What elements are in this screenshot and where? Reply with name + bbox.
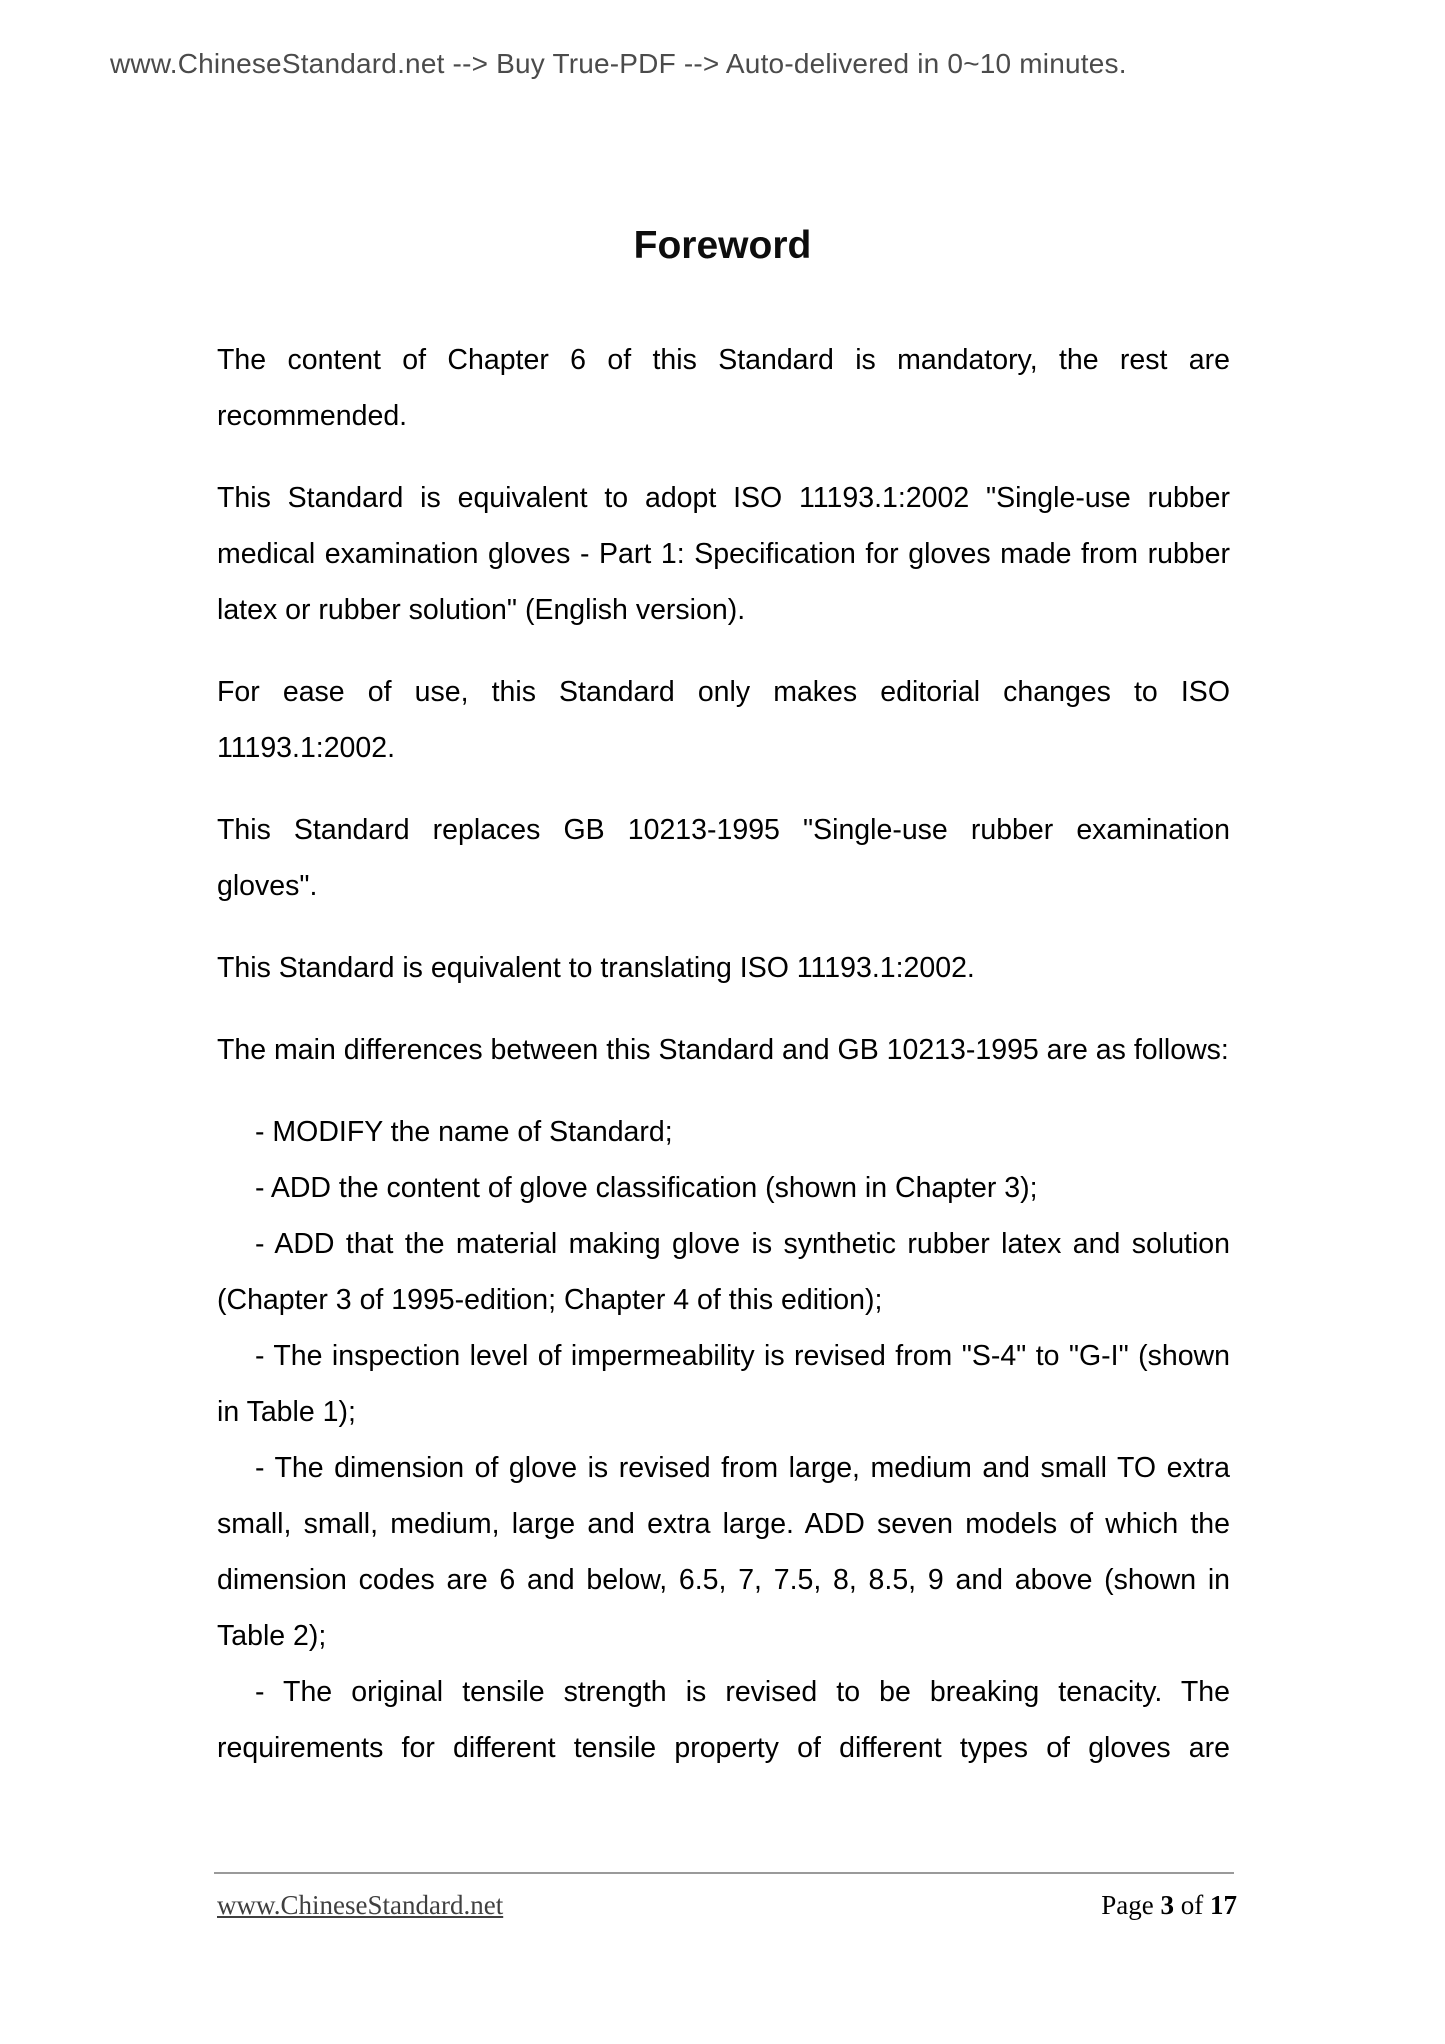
page-total: 17 — [1210, 1890, 1237, 1920]
footer-divider — [214, 1872, 1234, 1874]
paragraph: This Standard is equivalent to adopt ISO 11193.1:2002 "Single-use rubber medical examination gloves - Part 1: Specification for gloves made from rubber latex or rubber solution" (English version). — [217, 482, 1230, 626]
list-item: - The original tensile strength is revised to be breaking tenacity. The requirements for different tensile property of different types of gloves are — [217, 1676, 1230, 1764]
paragraph: The content of Chapter 6 of this Standard is mandatory, the rest are recommended. — [217, 344, 1230, 432]
list-item: - MODIFY the name of Standard; — [255, 1116, 673, 1148]
page-footer — [217, 1890, 1237, 1921]
document-body — [217, 332, 1230, 1776]
list-item: - ADD the content of glove classification (shown in Chapter 3); — [255, 1172, 1038, 1204]
paragraph: For ease of use, this Standard only makes editorial changes to ISO 11193.1:2002. — [217, 676, 1230, 764]
footer-website-link[interactable]: www.ChineseStandard.net — [217, 1890, 504, 1920]
list-item: - ADD that the material making glove is synthetic rubber latex and solution (Chapter 3 of 1995-edition; Chapter 4 of this edition); — [217, 1228, 1230, 1316]
list-item: - The inspection level of impermeability is revised from "S-4" to "G-I" (shown in Table 1); — [217, 1340, 1230, 1428]
page-indicator — [1101, 1890, 1237, 1921]
page-number: 3 — [1160, 1890, 1174, 1920]
paragraph: This Standard is equivalent to translating ISO 11193.1:2002. — [217, 952, 975, 984]
page-word: Page — [1101, 1890, 1154, 1920]
of-word: of — [1180, 1890, 1204, 1920]
watermark-header: www.ChineseStandard.net --> Buy True-PDF --> Auto-delivered in 0~10 minutes. — [110, 48, 1127, 79]
paragraph: This Standard replaces GB 10213-1995 "Single-use rubber examination gloves". — [217, 814, 1230, 902]
paragraph: The main differences between this Standard and GB 10213-1995 are as follows: — [217, 1034, 1229, 1066]
list-item: - The dimension of glove is revised from large, medium and small TO extra small, small, medium, large and extra large. ADD seven models of which the dimension codes are 6 and below, 6.5, 7, 7.5, 8, 8.5, 9 and above (shown in Table 2); — [217, 1452, 1230, 1652]
page-title: Foreword — [633, 224, 812, 267]
